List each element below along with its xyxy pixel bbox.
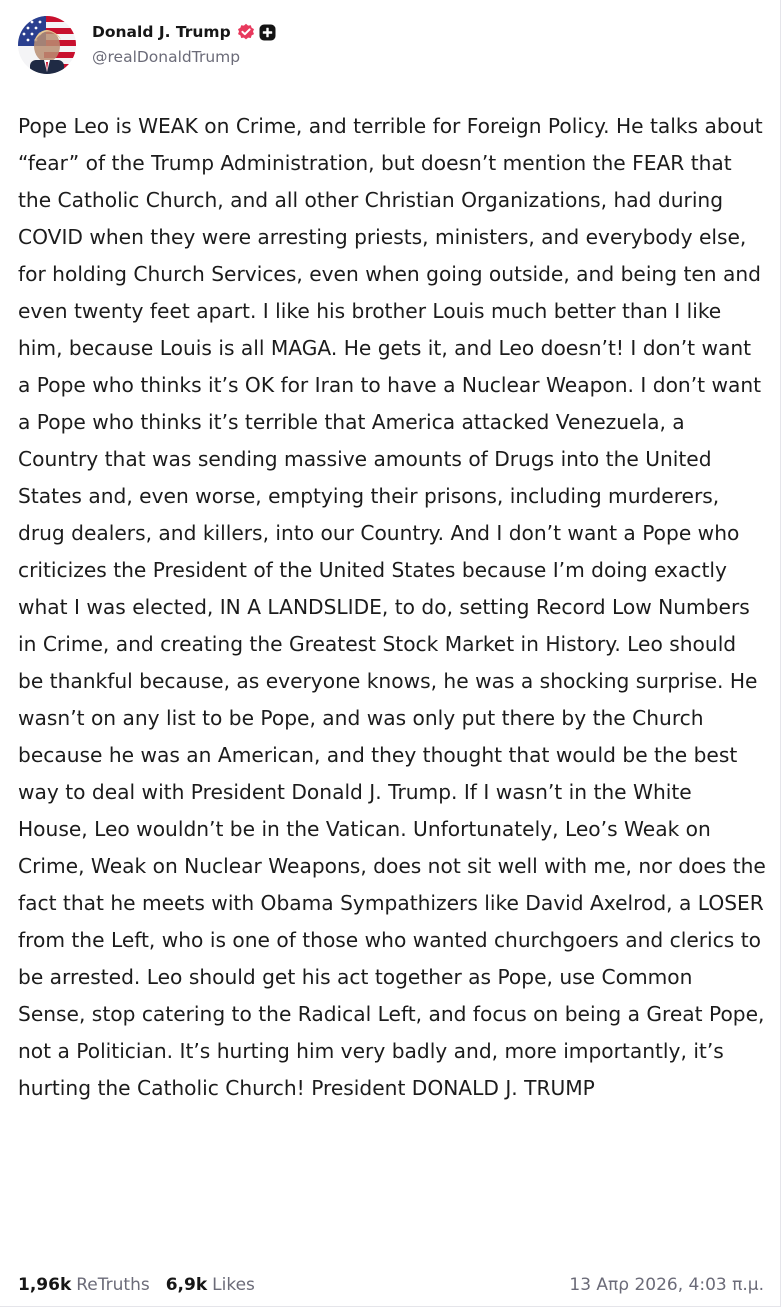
author-handle[interactable]: @realDonaldTrump [92, 48, 241, 66]
author-display-name[interactable]: Donald J. Trump [92, 23, 231, 41]
post-body-text: Pope Leo is WEAK on Crime, and terrible for Foreign Policy. He talks about “fear” of the Trump Administration, but doesn’t mention the FEAR that the Catholic Church, and all other Christian Organizations, had during COVID when they were arresting priests, ministers, and everybody else, for holding Church Services, even when going outside, and being ten and even twenty feet apart. I like his brother Louis much better than I like him, because Louis is all MAGA. He gets it, and Leo doesn’t! I don’t want a Pope who thinks it’s OK for Iran to have a Nuclear Weapon. I don’t want a Pope who thinks it’s terrible that America attacked Venezuela, a Country that was sending massive amounts of Drugs into the United States and, even worse, emptying their prisons, including murderers, drug dealers, and killers, into our Country. And I don’t want a Pope who criticizes the President of the United States because I’m doing exactly what I was elected, IN A LANDSLIDE, to do, setting Record Low Numbers in Crime, and creating the Greatest Stock Market in History. Leo should be thankful because, as everyone knows, he was a shocking surprise. He wasn’t on any list to be Pope, and was only put there by the Church because he was an American, and they thought that would be the best way to deal with President Donald J. Trump. If I wasn’t in the White House, Leo wouldn’t be in the Vatican. Unfortunately, Leo’s Weak on Crime, Weak on Nuclear Weapons, does not sit well with me, nor does the fact that he meets with Obama Sympathizers like David Axelrod, a LOSER from the Left, who is one of those who wanted churchgoers and clerics to be arrested. Leo should get his act together as Pope, use Common Sense, stop catering to the Radical Left, and focus on being a Great Pope, not a Politician. It’s hurting him very badly and, more importantly, it’s hurting the Catholic Church! President DONALD J. TRUMP [18, 114, 766, 1100]
verified-badge-icon [237, 23, 255, 41]
name-row [92, 21, 276, 43]
retruths-label: ReTruths [76, 1275, 150, 1295]
post-header [18, 16, 276, 74]
author-names [92, 21, 276, 66]
plus-badge-icon [259, 24, 276, 41]
likes-count: 6,9k [165, 1275, 208, 1295]
retruths-stat[interactable] [18, 1275, 150, 1295]
retruths-count: 1,96k [18, 1275, 72, 1295]
avatar-image [18, 16, 76, 74]
likes-stat[interactable] [166, 1275, 255, 1295]
likes-label: Likes [212, 1275, 255, 1295]
post-timestamp[interactable]: 13 Απρ 2026, 4:03 π.μ. [569, 1275, 764, 1295]
author-avatar[interactable] [18, 16, 76, 74]
post-footer [18, 1272, 764, 1298]
